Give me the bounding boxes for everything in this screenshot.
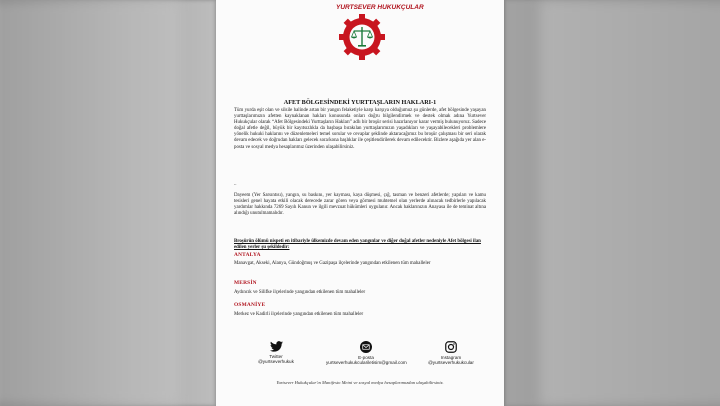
region-heading-mersin: MERSİN bbox=[234, 280, 257, 286]
email-icon bbox=[360, 341, 372, 353]
email-label: E-posta bbox=[358, 355, 374, 360]
logo bbox=[336, 4, 424, 82]
footer-note: Yurtsever Hukukçular'ın Manifesto Metni ve sosyal medya hesaplarımızdan ulaşabilirsiniz. bbox=[276, 380, 444, 385]
notice-heading: Broşürün ölümü nispeti en itibariyle ülkemizde devam eden yangınlar ve diğer doğal afetler nedeniyle Afet bölgesi ilan edilen yerler şu şekildedir: bbox=[234, 239, 481, 251]
region-heading-antalya: ANTALYA bbox=[234, 252, 261, 258]
instagram-icon bbox=[445, 341, 457, 353]
instagram-label: Instagram bbox=[440, 355, 462, 360]
instagram-handle: @yurtseverhukukcular bbox=[428, 360, 474, 365]
intro-paragraph: Tüm yurda eşit olan ve silsile halinde artan bir yangın felaketiyle karşı karşıya olduğumuz şu günlerde, afet bölgesinde yaşayan yurttaşlarımızın afetten kaynaklanan hakları konusunda onları doğru bilgilendirmek ve destek olmak adına Yurtsever Hukukçular olarak “Afet Bölgesindeki Yurttaşların Hakları” adlı bir broşür serisi hazırlanıyor karar vermiş bulunuyoruz. Sadece doğal afetle değil, büyük bir kayıtsızlıkla da başbaşa bırakılan yurttaşlarımızın yaşadıkları ve yaşayabilecekleri problemlere yönelik hukuki haklarını ve düzenlemeleri temel sorular ve cevaplar şeklinde aktaracağımız bu broşür çalışması bir seri olarak devam edecek ve doğrudan hakları gelecek sora/kona başlıklar ile çeşitlendirilerek devam edilecektir. Bizlere aşağıda yer alan e-posta ve sosyal medya hesaplarımız üzerinden ulaşabilirsiniz. bbox=[234, 108, 486, 150]
email-contact bbox=[326, 341, 406, 365]
gear-scale-logo-icon bbox=[338, 13, 386, 61]
twitter-handle: @yurtseverhukuk bbox=[258, 359, 294, 364]
twitter-contact bbox=[246, 341, 306, 364]
document-title: AFET BÖLGESİNDEKİ YURTTAŞLARIN HAKLARI-1 bbox=[283, 99, 437, 106]
document-page bbox=[216, 0, 504, 406]
twitter-label: Twitter bbox=[269, 354, 283, 359]
region-text-osmaniye: Merkez ve Kadirli ilçelerinde yangından etkilenen tüm mahalleler bbox=[234, 312, 364, 317]
brand-name: YURTSEVER HUKUKÇULAR bbox=[336, 4, 424, 11]
law-paragraph: Dayeem (Yer Sarsıntısı), yangın, su baskını, yer kayması, kaya düşmesi, çığ, tasman ve benzeri afetlerde; yapıları ve kamu tesisleri genel hayata etkili olacak derecede zarar gören veya görmesi muhtemel olan yerlerde alınacak tedbirlerle yapılacak yardımlar hakkında 7269 Sayılı Kanun ve ilgili mevzuat hükümleri uygulanır. Ancak haklarınızın Anayasa ile de teminat altına alındığı unutulmamalıdır. bbox=[234, 193, 486, 217]
blurred-ghost-right bbox=[540, 0, 720, 406]
instagram-contact bbox=[416, 341, 486, 365]
region-text-antalya: Manavgat, Akseki, Alanya, Gündoğmuş ve Gazipaşa ilçelerinde yangından etkilenen tüm mahalleler bbox=[234, 261, 431, 266]
region-text-mersin: Aydıncık ve Silifke ilçelerinde yangından etkilenen tüm mahalleler bbox=[234, 290, 366, 295]
region-heading-osmaniye: OSMANİYE bbox=[234, 302, 266, 308]
twitter-icon bbox=[270, 341, 283, 352]
blurred-ghost-left bbox=[0, 0, 180, 406]
email-address: yurtseverhukukculariletisim@gmail.com bbox=[326, 360, 407, 365]
separator-dots: .. bbox=[234, 182, 237, 187]
